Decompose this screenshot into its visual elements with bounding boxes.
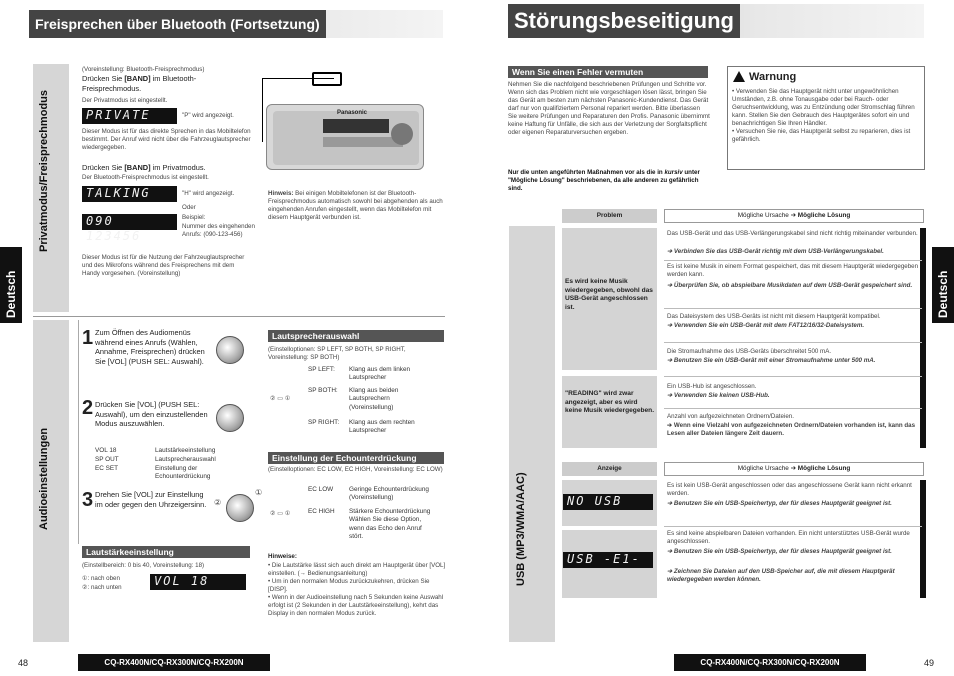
callout-box — [312, 72, 342, 86]
lcd-usb-e1: USB -E1- — [563, 552, 653, 568]
radio-brand: Panasonic — [337, 110, 368, 116]
left-header-title: Freisprechen über Bluetooth (Fortsetzung) — [29, 10, 326, 38]
lautstaerke-title: Lautstärkeeinstellung — [82, 546, 250, 558]
freisprech-set-text: Der Bluetooth-Freisprechmodus ist eingestellt. — [82, 174, 209, 181]
col-problem-header: Problem — [562, 209, 657, 223]
callout-line — [262, 78, 334, 142]
cause-7: Es ist kein USB-Gerät angeschlossen oder das angeschlossene Gerät kann nicht erkannt werden. — [667, 482, 912, 498]
prob1-text: Es wird keine Musik wiedergegeben, obwohl das USB-Gerät angeschlossen ist. — [565, 278, 653, 311]
lsp-title: Lautsprecherauswahl — [268, 330, 444, 342]
solution-2: ➔ Überprüfen Sie, ob abspielbare Musikdaten auf dem USB-Gerät gespeichert sind. — [667, 282, 913, 289]
nach-unten: ②: nach unten — [82, 584, 122, 591]
privat-desc: Dieser Modus ist für das direkte Sprechen in das Mobiltelefon bestimmt. Der Anruf wird nicht über die Fahrzeuglautsprecher wiedergegeben. — [82, 128, 251, 152]
solution-5: ➔ Verwenden Sie keinen USB-Hub. — [667, 392, 770, 399]
cause-6: Anzahl von aufgezeichneten Ordnern/Dateien. — [667, 413, 794, 420]
cause-4: Die Stromaufnahme des USB-Geräts überschreitet 500 mA. — [667, 348, 832, 355]
steps-vline — [78, 320, 79, 544]
step-1-number: 1 — [82, 327, 94, 349]
step-3-text: Drehen Sie [VOL] zur Einstellung im oder gegen den Uhrzeigersinn. — [95, 490, 207, 509]
privat-set-text: Der Privatmodus ist eingestellt. — [82, 97, 168, 104]
hinweise-list: • Die Lautstärke lässt sich auch direkt am Hauptgerät über [VOL] einstellen. (→ Bedienungsanleitung) • Um in den normalen Modus zurückzukehren, drücken Sie [DISP]. • Wenn in der Audioeinstellung nach 5 Sekunden keine Auswahl erfolgt ist (2 Sekunden in der Lautstärkeeinstellung), kehrt das Display in den normalen Modus zurück. — [268, 562, 446, 618]
echo-options: (Einstelloptionen: EC LOW, EC HIGH, Voreinstellung: EC LOW) — [268, 466, 443, 473]
cause-8: Es sind keine abspielbaren Dateien vorhanden. Ein nicht unterstütztes USB-Gerät wurde angeschlossen. — [667, 530, 910, 546]
solution-6: ➔ Wenn eine Vielzahl von aufgezeichneten Ordnern/Dateien vorhanden ist, kann das Lesen aller Dateien längere Zeit dauern. — [667, 422, 916, 438]
sol-block-2 — [664, 480, 926, 598]
solution-3: ➔ Verwenden Sie ein USB-Gerät mit dem FAT12/16/32-Dateisystem. — [667, 322, 865, 329]
echo-switch-icon: ② ▭ ① — [270, 510, 291, 517]
section-privatmodus-title: Privatmodus/Freisprechmodus — [38, 90, 50, 252]
press-band-text-2: Drücken Sie [BAND] im Privatmodus. — [82, 163, 206, 172]
lcd-private: PRIVATE — [82, 108, 177, 124]
lcd-talking: TALKING — [82, 186, 177, 202]
fehler-title: Wenn Sie einen Fehler vermuten — [508, 66, 708, 78]
sol-block-1 — [664, 228, 926, 448]
solution-4: ➔ Benutzen Sie ein USB-Gerät mit einer Stromaufnahme unter 500 mA. — [667, 357, 876, 364]
rotate-arrows-icon: ② — [214, 498, 222, 507]
cause-5: Ein USB-Hub ist angeschlossen. — [667, 383, 757, 390]
lsp-switch-icon: ② ▭ ① — [270, 395, 291, 402]
side-label-right: Deutsch — [936, 270, 950, 318]
section-divider — [33, 316, 445, 317]
section-audio-title: Audioeinstellungen — [38, 427, 50, 530]
rotate-arrows-icon-2: ① — [255, 488, 263, 497]
col-anzeige-header: Anzeige — [562, 462, 657, 476]
solution-7: ➔ Benutzen Sie ein USB-Speichertyp, der für dieses Hauptgerät geeignet ist. — [667, 500, 892, 507]
hinweise-title: Hinweise: — [268, 553, 297, 560]
fehler-bold: Nur die unten angeführten Maßnahmen vor als die in kursiv unter "Mögliche Lösung" beschriebenen, da alle anderen zu gefährlich sind. — [508, 169, 700, 193]
oder-text: Oder — [182, 204, 196, 211]
hinweis-block: Hinweis: Bei einigen Mobiltelefonen ist der Bluetooth-Freisprechmodus automatisch sowohl bei abgehenden als auch eingehenden Anrufen eingestellt, wenn das Mobiltelefon mit diesem Hauptgerät verbunden ist. — [268, 190, 443, 222]
warnung-items: • Verwenden Sie das Hauptgerät nicht unter ungewöhnlichen Umständen, z.B. ohne Tonausgabe oder bei Rauch- oder Geruchsentwicklung, was zu Entzündung oder Stromschlag führen kann. Stellen Sie den Gebrauch des Hauptgerätes sofort ein und benachrichtigen Sie Ihren Händler. • Versuchen Sie nie, das Hauptgerät selbst zu reparieren, dies ist gefährlich. — [732, 88, 915, 144]
p-note: "P" wird angezeigt. — [182, 112, 234, 119]
nach-oben: ①: nach oben — [82, 575, 120, 582]
vol-knob-icon-1 — [216, 336, 244, 364]
fehler-text: Nehmen Sie die nachfolgend beschriebenen Prüfungen und Schritte vor. Wenn sich das Problem nicht wie vorgeschlagen lösen lässt, bringen Sie das Gerät am besten zum nächsten Panasonic-Kundendienst. Das Gerät darf nur von qualifiziertem Personal repariert werden. Bitte überlassen Sie weitere Prüfungen und Reparaturen den Profis. Panasonic übernimmt keine Haftung für Unfälle, die sich aus der Verletzung der Sorgfaltspflicht oder eigenen Reparaturversuchen ergeben. — [508, 81, 710, 137]
cause-3: Das Dateisystem des USB-Geräts ist nicht mit diesem Hauptgerät kompatibel. — [667, 313, 881, 320]
side-label-left: Deutsch — [4, 270, 18, 318]
vol-knob-icon-3 — [226, 494, 254, 522]
col-ursache-header: Mögliche Ursache ➔ Mögliche Lösung — [664, 209, 924, 223]
step-1-text: Zum Öffnen des Audiomenüs während eines Anrufs (Wählen, Annahme, Freisprechen) drücken Sie [VOL] (PUSH SEL: Auswahl). — [95, 328, 205, 366]
page-number-right: 49 — [924, 658, 935, 668]
lcd-no-usb: NO USB — [563, 494, 653, 510]
solution-1: ➔ Verbinden Sie das USB-Gerät richtig mit dem USB-Verlängerungskabel. — [667, 248, 884, 255]
step-2-text: Drücken Sie [VOL] (PUSH SEL: Auswahl), um den einzustellenden Modus auszuwählen. — [95, 400, 208, 429]
freisprech-desc: Dieser Modus ist für die Nutzung der Fahrzeuglautsprecher und des Mikrofons während des Freisprechens mit dem Handy vorgesehen. (Voreinstellung) — [82, 254, 245, 278]
lsp-options: (Einstelloptionen: SP LEFT, SP BOTH, SP RIGHT, Voreinstellung: SP BOTH) — [268, 346, 406, 362]
h-note: "H" wird angezeigt. — [182, 190, 235, 197]
cause-1: Das USB-Gerät und das USB-Verlängerungskabel sind nicht richtig miteinander verbunden. — [667, 230, 918, 237]
lcd-vol: VOL 18 — [150, 574, 246, 590]
vol-knob-icon-2 — [216, 404, 244, 432]
warning-icon — [733, 71, 745, 82]
beispiel-text: Beispiel: — [182, 214, 206, 221]
prob2-text: "READING" wird zwar angezeigt, aber es wird keine Musik wiedergegeben. — [565, 390, 655, 415]
warnung-title: Warnung — [749, 71, 797, 83]
col-ursache-header-2: Mögliche Ursache ➔ Mögliche Lösung — [664, 462, 924, 476]
warnung-box — [727, 66, 925, 170]
solution-8a: ➔ Benutzen Sie ein USB-Speichertyp, der für dieses Hauptgerät geeignet ist. — [667, 548, 892, 555]
step-3-number: 3 — [82, 489, 94, 511]
right-header-title: Störungsbeseitigung — [508, 4, 740, 38]
echo-title: Einstellung der Echounterdrückung — [268, 452, 444, 464]
voreinstellung-text: (Voreinstellung: Bluetooth-Freisprechmodus) — [82, 66, 205, 73]
lautstaerke-range: (Einstellbereich: 0 bis 40, Voreinstellung: 18) — [82, 562, 205, 569]
cause-2: Es ist keine Musik in einem Format gespeichert, das mit diesem Hauptgerät wiedergegeben werden kann. — [667, 263, 919, 279]
press-band-text: Drücken Sie [BAND] im Bluetooth-Freisprechmodus. — [82, 74, 197, 93]
usb-side-title: USB (MP3/WMA/AAC) — [515, 472, 527, 586]
solution-8b: ➔ Zeichnen Sie Dateien auf den USB-Speicher auf, die mit diesem Hauptgerät wiedergegeben werden können. — [667, 568, 895, 584]
step-2-number: 2 — [82, 397, 94, 419]
model-bar-right: CQ-RX400N/CQ-RX300N/CQ-RX200N — [674, 654, 866, 671]
model-bar-left: CQ-RX400N/CQ-RX300N/CQ-RX200N — [78, 654, 270, 671]
page-number-left: 48 — [18, 658, 29, 668]
lcd-number: 090 123456 — [82, 214, 177, 230]
nummer-text: Nummer des eingehenden Anrufs: (090-123-456) — [182, 223, 255, 239]
